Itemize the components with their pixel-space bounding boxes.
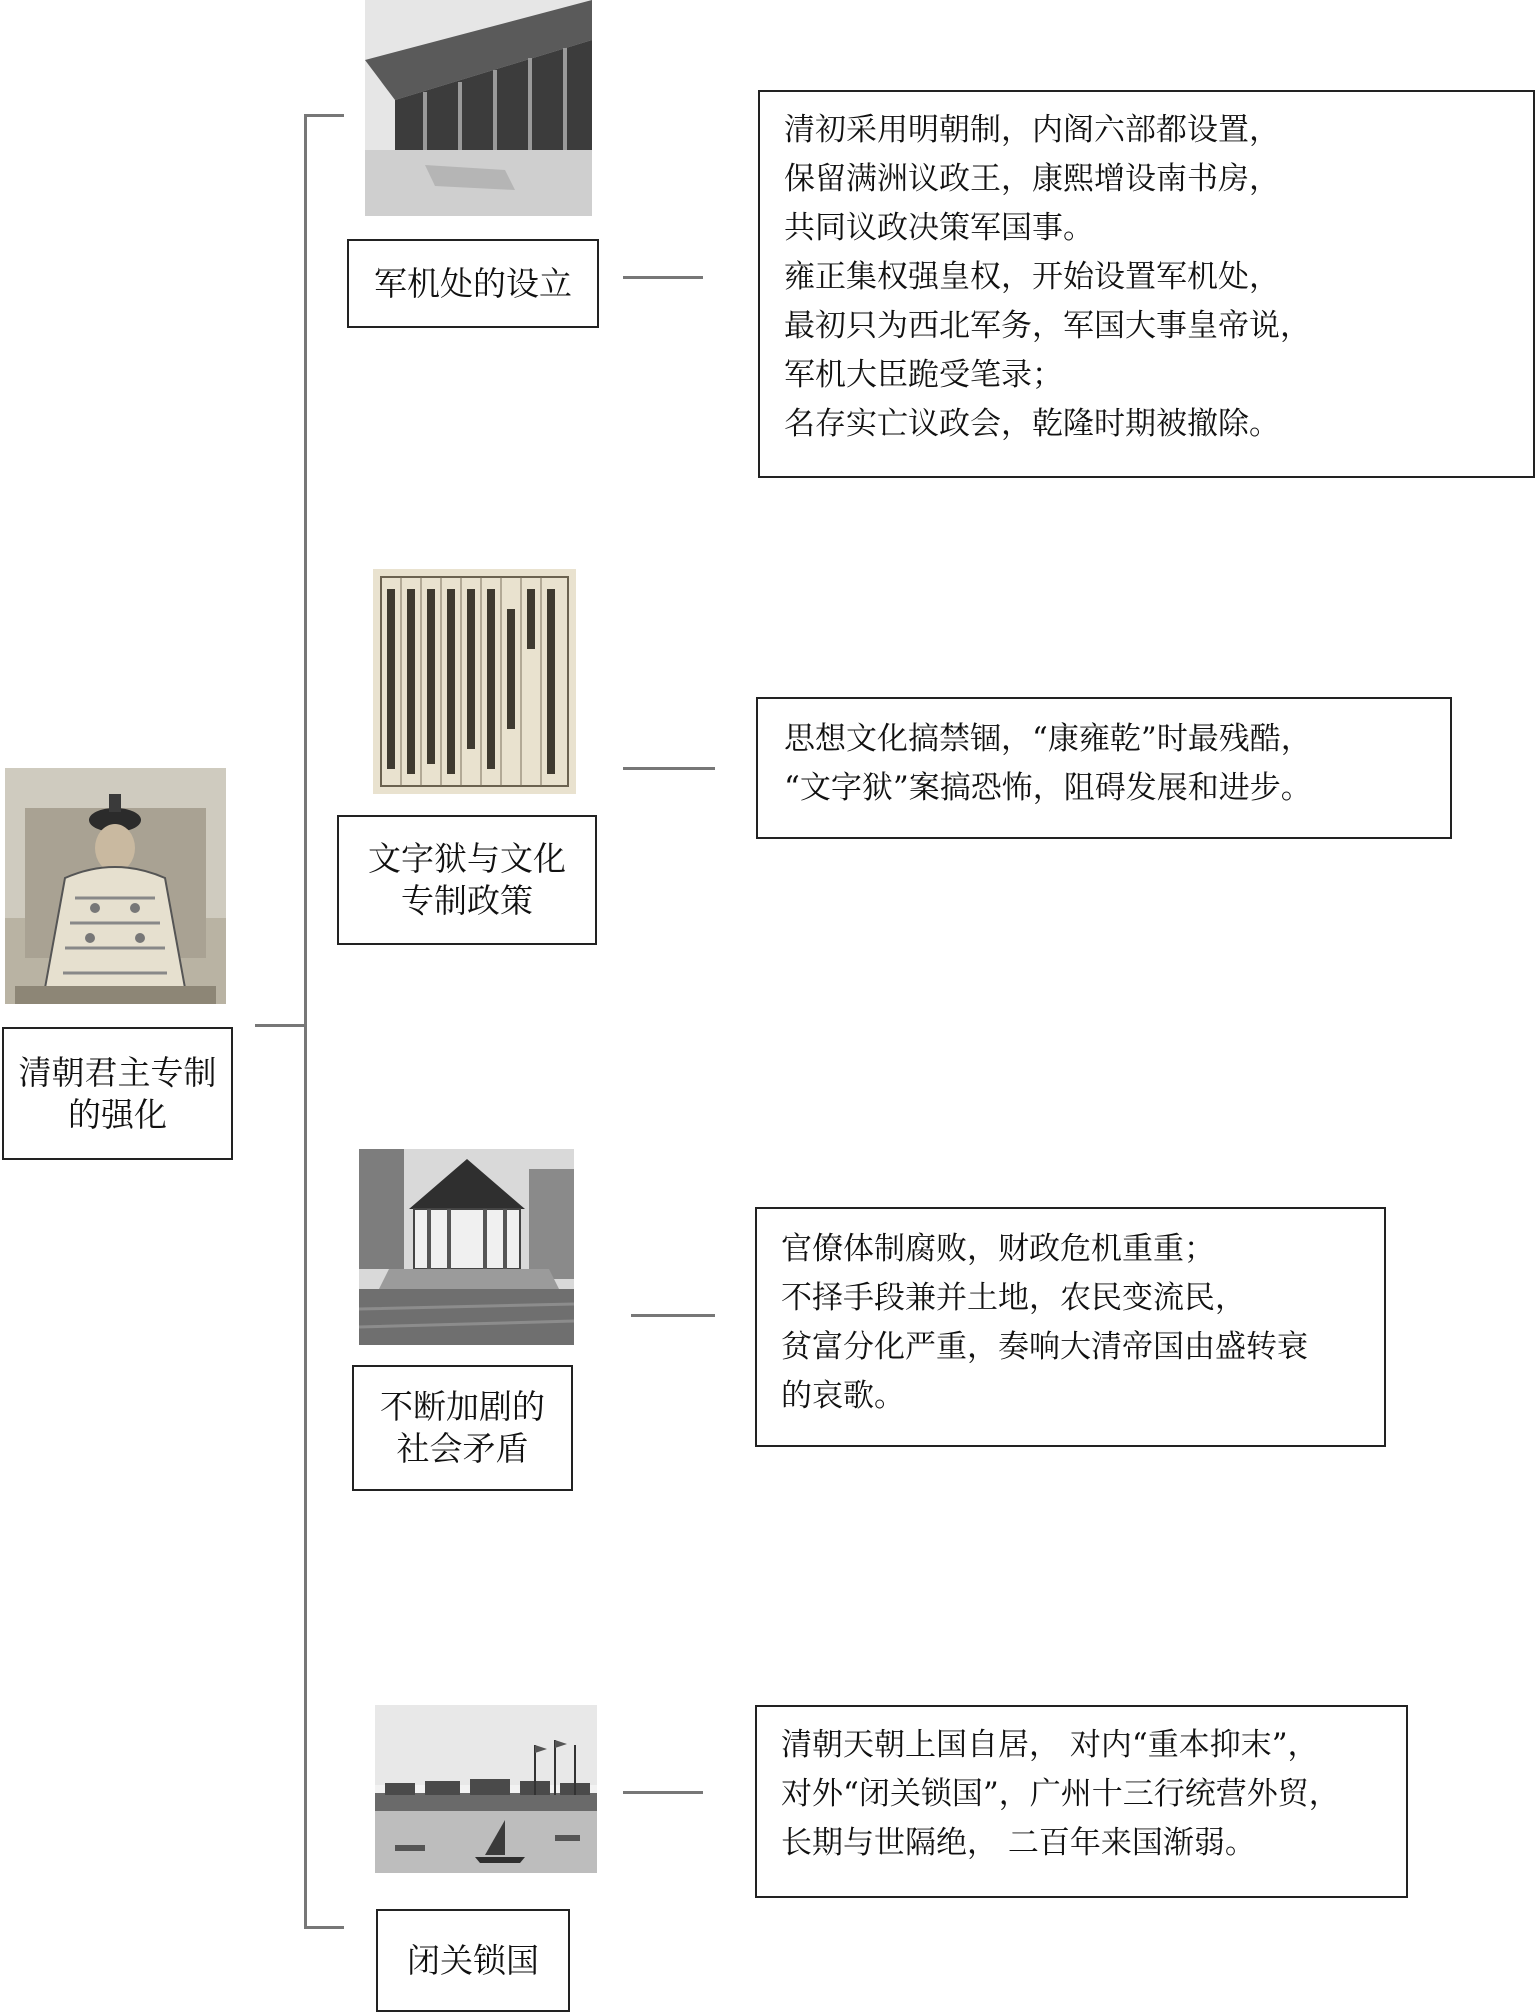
detail-connector-2: [623, 767, 715, 770]
branch-title-1: [347, 239, 599, 328]
detail-3-line-4: 的哀歌。: [781, 1378, 905, 1414]
branch-title-2-line-2: 专制政策: [401, 881, 533, 920]
branch-title-1-line-1: 军机处的设立: [374, 263, 572, 303]
detail-1-line-4: 雍正集权强皇权，开始设置军机处，: [784, 259, 1280, 295]
detail-box-1: [758, 90, 1535, 478]
marble-boat-pavilion-icon: [359, 1149, 574, 1345]
detail-1-line-3: 共同议政决策军国事。: [784, 210, 1094, 246]
detail-3-line-1: 官僚体制腐败，财政危机重重；: [781, 1231, 1215, 1267]
branch-title-3-line-1: 不断加剧的: [380, 1387, 545, 1426]
branch-title-4: [376, 1909, 570, 2012]
detail-1-line-5: 最初只为西北军务，军国大事皇帝说，: [784, 308, 1311, 344]
detail-4-line-1: 清朝天朝上国自居， 对内“重本抑末”，: [781, 1727, 1319, 1763]
root-connector: [255, 1024, 306, 1027]
detail-connector-3: [631, 1314, 715, 1317]
branch-connector-1: [304, 114, 344, 117]
root-topic-line-2: 的强化: [68, 1094, 167, 1134]
detail-box-3: [755, 1207, 1386, 1447]
branch-title-4-line-1: 闭关锁国: [407, 1940, 539, 1980]
branch-connector-4: [304, 1926, 344, 1929]
trunk-line: [304, 114, 307, 1928]
branch-title-2-line-1: 文字狱与文化: [368, 839, 566, 878]
classical-text-page-icon: [373, 569, 576, 794]
detail-3-line-2: 不择手段兼并土地，农民变流民，: [781, 1280, 1246, 1316]
detail-box-4: [755, 1705, 1408, 1898]
root-topic: [2, 1027, 233, 1160]
detail-2-line-2: “文字狱”案搞恐怖，阻碍发展和进步。: [784, 770, 1312, 806]
detail-connector-1: [623, 276, 703, 279]
branch-title-3-line-2: 社会矛盾: [396, 1429, 529, 1468]
qing-emperor-portrait-icon: [5, 768, 226, 1004]
detail-2-line-1: 思想文化搞禁锢，“康雍乾”时最残酷，: [784, 721, 1312, 757]
root-topic-line-1: 清朝君主专制: [18, 1052, 217, 1092]
detail-1-line-6: 军机大臣跪受笔录；: [784, 357, 1063, 393]
guangzhou-harbor-icon: [375, 1705, 597, 1873]
detail-3-line-3: 贫富分化严重，奏响大清帝国由盛转衰: [781, 1329, 1308, 1365]
detail-1-line-2: 保留满洲议政王，康熙增设南书房，: [784, 161, 1280, 197]
grand-council-building-icon: [365, 0, 592, 216]
branch-title-2: [337, 815, 597, 945]
detail-4-line-3: 长期与世隔绝， 二百年来国渐弱。: [781, 1825, 1256, 1861]
detail-connector-4: [623, 1791, 703, 1794]
branch-title-3: [352, 1365, 573, 1491]
detail-box-2: [756, 697, 1452, 839]
detail-4-line-2: 对外“闭关锁国”，广州十三行统营外贸，: [781, 1776, 1340, 1812]
detail-1-line-1: 清初采用明朝制，内阁六部都设置，: [784, 112, 1280, 148]
detail-1-line-7: 名存实亡议政会，乾隆时期被撤除。: [784, 406, 1280, 442]
